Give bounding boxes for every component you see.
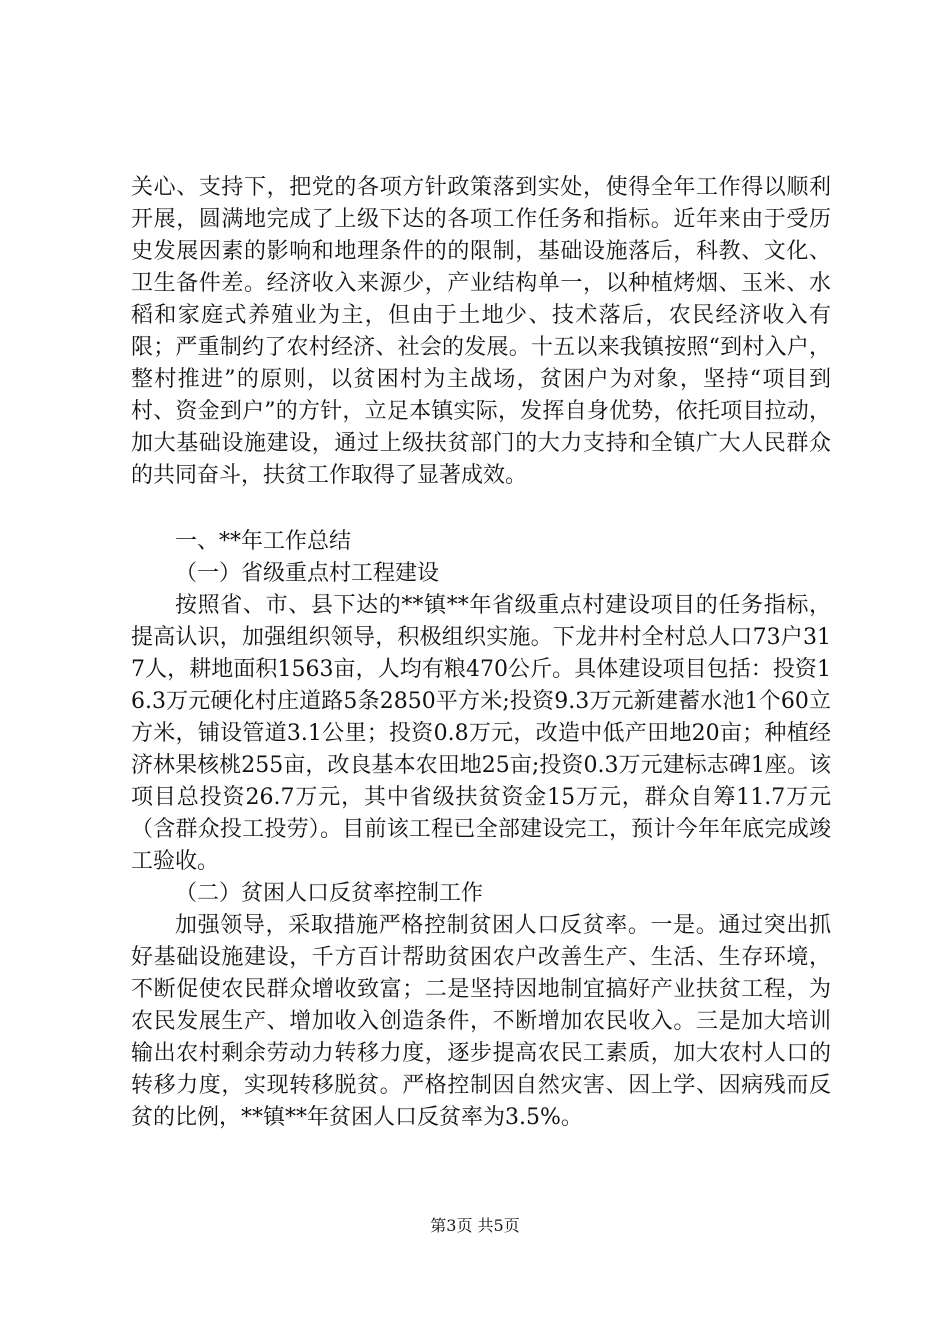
intro-paragraph: 关心、支持下，把党的各项方针政策落到实处，使得全年工作得以顺利开展，圆满地完成了上级下达的各项工作任务和指标。近年来由于受历史发展因素的影响和地理条件的的限制，基础设施落后，科教、文化、卫生备件差。经济收入来源少，产业结构单一，以种植烤烟、玉米、水稻和家庭式养殖业为主，但由于土地少、技术落后，农民经济收入有限；严重制约了农村经济、社会的发展。十五以来我镇按照“到村入户，整村推进”的原则，以贫困村为主战场，贫困户为对象，坚持“项目到村、资金到户”的方针，立足本镇实际，发挥自身优势，依托项目拉动，加大基础设施建设，通过上级扶贫部门的大力支持和全镇广大人民群众的共同奋斗，扶贫工作取得了显著成效。: [131, 175, 831, 488]
subsection-heading-1: （一）省级重点村工程建设: [175, 561, 440, 586]
document-body: [131, 172, 831, 1134]
page-footer: 第3页 共5页: [430, 1216, 520, 1235]
section-spacer: [131, 492, 831, 526]
subsection-paragraph-1: 按照省、市、县下达的**镇**年省级重点村建设项目的任务指标，提高认识，加强组织领导，积极组织实施。下龙井村全村总人口73户317人，耕地面积1563亩，人均有粮470公斤。具体建设项目包括：投资16.3万元硬化村庄道路5条2850平方米;投资9.3万元新建蓄水池1个60立方米，铺设管道3.1公里；投资0.8万元，改造中低产田地20亩；种植经济林果核桃255亩，改良基本农田地25亩;投资0.3万元建标志碑1座。该项目总投资26.7万元，其中省级扶贫资金15万元，群众自筹11.7万元（含群众投工投劳）。目前该工程已全部建设完工，预计今年年底完成竣工验收。: [131, 593, 831, 874]
subsection-paragraph-2: 加强领导，采取措施严格控制贫困人口反贫率。一是。通过突出抓好基础设施建设，千方百计帮助贫困农户改善生产、生活、生存环境，不断促使农民群众增收致富；二是坚持因地制宜搞好产业扶贫工程，为农民发展生产、增加收入创造条件，不断增加农民收入。三是加大培训输出农村剩余劳动力转移力度，逐步提高农民工素质，加大农村人口的转移力度，实现转移脱贫。严格控制因自然灾害、因上学、因病残而反贫的比例，**镇**年贫困人口反贫率为3.5%。: [131, 913, 831, 1130]
subsection-heading-2: （二）贫困人口反贫率控制工作: [175, 881, 484, 906]
section-heading: 一、**年工作总结: [175, 529, 352, 554]
